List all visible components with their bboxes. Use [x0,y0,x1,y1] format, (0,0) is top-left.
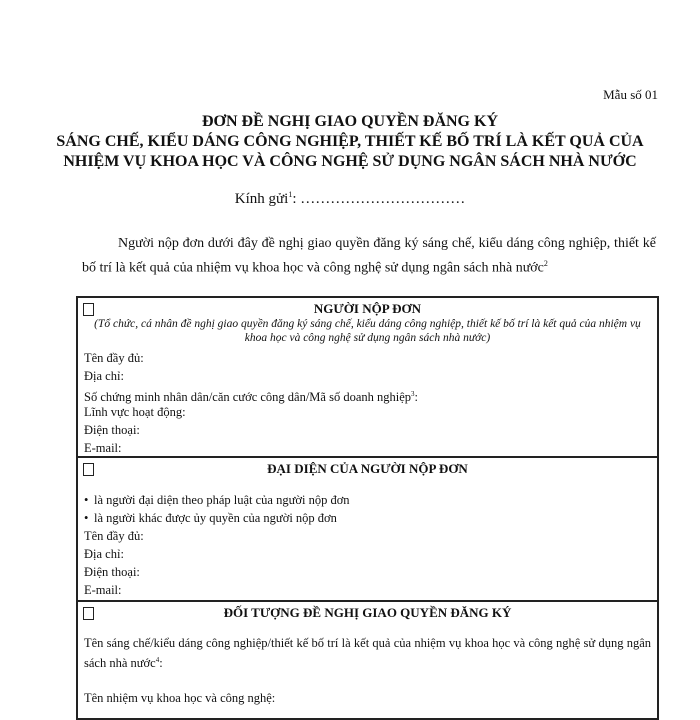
applicant-email[interactable]: E-mail: [84,441,122,455]
applicant-heading: NGƯỜI NỘP ĐƠN [313,301,422,316]
representative-full-name[interactable]: Tên đầy đủ: [84,529,144,543]
subject-object-label: Tên sáng chế/kiểu dáng công nghiệp/thiết kế bố trí là kết quả của nhiệm vụ khoa học và công nghệ sử dụng ngân sách nhà nước [84,636,651,671]
subject-section [76,600,659,720]
representative-heading: ĐẠI DIỆN CỦA NGƯỜI NỘP ĐƠN [267,461,468,476]
subject-task-name[interactable]: Tên nhiệm vụ khoa học và công nghệ: [84,691,276,706]
applicant-id-number[interactable] [84,385,651,403]
form-number: Mẫu số 01 [603,87,658,102]
footnote-ref-1: 1 [288,190,293,199]
footnote-ref-3: 3 [411,390,415,398]
footnote-ref-4: 4 [155,656,160,664]
addressee-line [0,190,700,208]
subject-object-colon: : [159,656,163,671]
applicant-checkbox[interactable] [83,303,94,316]
applicant-full-name[interactable]: Tên đầy đủ: [84,351,144,365]
applicant-address[interactable]: Địa chỉ: [84,369,124,383]
representative-checkbox[interactable] [83,463,94,476]
title-line-1: ĐƠN ĐỀ NGHỊ GIAO QUYỀN ĐĂNG KÝ [201,113,498,130]
addressee-label: Kính gửi [234,191,289,207]
title-line-3: NHIỆM VỤ KHOA HỌC VÀ CÔNG NGHỆ SỬ DỤNG NGÂN SÁCH NHÀ NƯỚC [63,153,637,170]
applicant-note: (Tổ chức, cá nhân đề nghị giao quyền đăng ký sáng chế, kiểu dáng công nghiệp, thiết kế bố trí là kết quả của nhiệm vụ khoa học và công nghệ sử dụng ngân sách nhà nước) [94,318,641,344]
title-line-2: SÁNG CHẾ, KIỂU DÁNG CÔNG NGHIỆP, THIẾT KẾ BỐ TRÍ LÀ KẾT QUẢ CỦA [56,133,644,150]
representative-option-authorized[interactable]: • là người khác được ủy quyền của người nộp đơn [84,509,651,527]
representative-address[interactable]: Địa chỉ: [84,547,124,561]
addressee-blank[interactable]: : …………………………… [292,191,466,207]
representative-section [76,456,659,602]
subject-object-name[interactable] [84,635,651,672]
intro-text: Người nộp đơn dưới đây đề nghị giao quyền đăng ký sáng chế, kiểu dáng công nghiệp, thiết kế bố trí là kết quả của nhiệm vụ khoa học và công nghệ sử dụng ngân sách nhà nước [82,236,656,276]
representative-option-legal[interactable]: • là người đại diện theo pháp luật của người nộp đơn [84,491,651,509]
applicant-field[interactable]: Lĩnh vực hoạt động: [84,405,186,419]
subject-heading: ĐỐI TƯỢNG ĐỀ NGHỊ GIAO QUYỀN ĐĂNG KÝ [223,605,512,620]
applicant-id-label: Số chứng minh nhân dân/căn cước công dân/Mã số doanh nghiệp [84,390,412,405]
applicant-section [76,296,659,458]
footnote-ref-2: 2 [543,259,548,268]
applicant-phone[interactable]: Điện thoại: [84,423,140,437]
applicant-id-colon: : [414,390,419,405]
document-title [0,112,700,172]
representative-phone[interactable]: Điện thoại: [84,565,140,579]
subject-checkbox[interactable] [83,607,94,620]
representative-email[interactable]: E-mail: [84,583,122,597]
intro-paragraph [82,234,656,279]
